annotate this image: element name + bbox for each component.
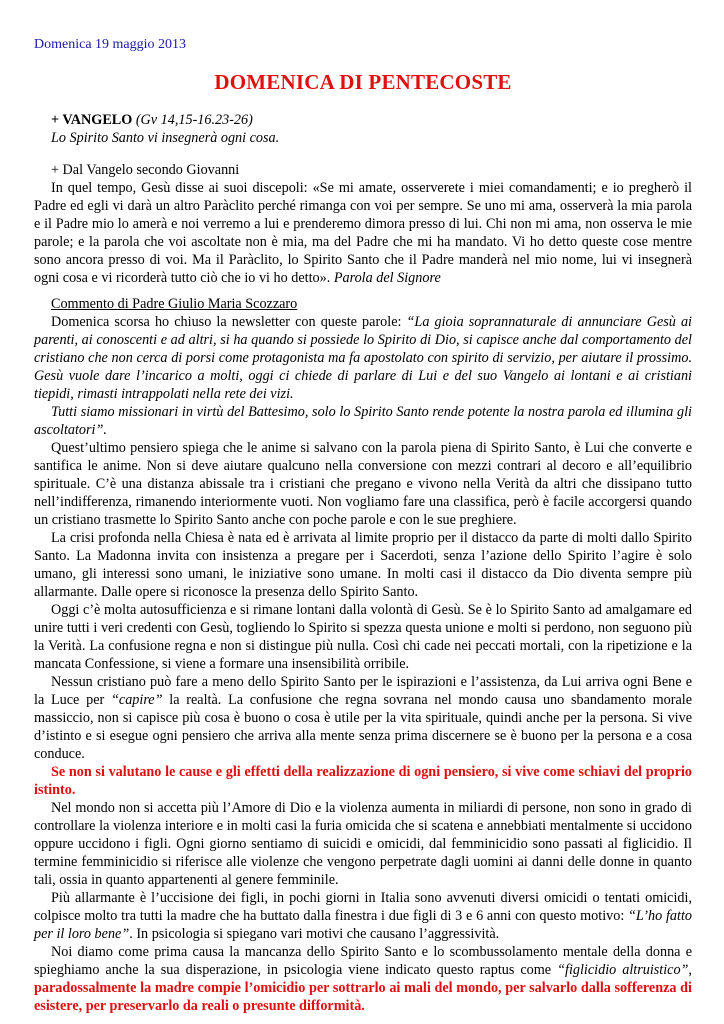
commentary-paragraph-9: [34, 889, 692, 943]
commentary-paragraph-4: La crisi profonda nella Chiesa è nata ed è arrivata al limite proprio per il distacco da parte di molti dallo Spirito Santo. La Madonna invita con insistenza a pregare per i Sacerdoti, senza l’azione dello Spirito l’agire è solo umano, gli interessi sono umani, le iniziative sono umane. In molti casi il distacco da Dio diventa sempre più allarmante. Dalle opere si riconosce la presenza dello Spirito Santo.: [34, 530, 692, 600]
commentary-paragraph-7-highlight: Se non si valutano le cause e gli effetti della realizzazione di ogni pensiero, si vive come schiavi del proprio istinto.: [34, 764, 692, 798]
gospel-header: [34, 111, 692, 147]
commentary-paragraph-1: [34, 313, 692, 403]
commentary-p10-text-a: Noi diamo come prima causa la mancanza dello Spirito Santo e lo scombussolamento mentale della donna e spieghiamo anche la sua disperazione, in psicologia viene indicato questo raptus come: [34, 944, 692, 978]
gospel-subtitle: Lo Spirito Santo vi insegnerà ogni cosa.: [51, 130, 280, 146]
commentary-p6-quote: “capire”: [111, 692, 163, 708]
commentary-p1-text: Domenica scorsa ho chiuso la newsletter con queste parole:: [51, 314, 407, 330]
commentary-p10-text-b: ,: [688, 962, 692, 978]
gospel-reading: [34, 161, 692, 287]
gospel-closing: Parola del Signore: [333, 270, 441, 286]
commentary: [34, 295, 692, 1015]
commentary-paragraph-5: Oggi c’è molta autosufficienza e si rimane lontani dalla volontà di Gesù. Se è lo Spirito Santo ad amalgamare ed unire tutti i veri credenti con Gesù, togliendo lo Spirito si spezza questa unione e molti si perdono, non seguono più la Verità. La confusione regna e non si distingue più nulla. Così chi cade nei peccati mortali, con la ripetizione e la mancata Confessione, si viene a formare una insensibilità orribile.: [34, 602, 692, 672]
gospel-reference: (Gv 14,15-16.23-26): [132, 112, 253, 128]
commentary-heading: Commento di Padre Giulio Maria Scozzaro: [51, 296, 298, 312]
commentary-p9-quote: “L’ho fatto per il loro bene”: [34, 908, 692, 942]
commentary-paragraph-3: Quest’ultimo pensiero spiega che le anime si salvano con la parola piena di Spirito Santo, è Lui che converte e santifica le anime. Non si deve aiutare qualcuno nella conversione con mezzi contrari al decoro e all’equilibrio spirituale. C’è una distanza abissale tra i cristiani che pregano e vivono nella Verità da altri che dissipano tutto nell’indifferenza, rimanendo interiormente vuoti. Non vogliamo fare una classifica, però è facile accorgersi quando un cristiano trasmette lo Spirito Santo anche con poche parole e con le sue preghiere.: [34, 440, 692, 528]
commentary-p6-text-b: la realtà. La confusione che regna sovrana nel mondo causa uno sbandamento morale massiccio, non si capisce più cosa è buono o cosa è utile per la vita spirituale, quindi anche per la persona. Si vive d’istinto e si esegue ogni pensiero che arriva alla mente senza prima discernere se è buono per la persona e a cosa conduce.: [34, 692, 692, 762]
gospel-label: + VANGELO: [51, 112, 133, 128]
commentary-p9-text-a: Più allarmante è l’uccisione dei figli, in pochi giorni in Italia sono avvenuti diversi omicidi o tentati omicidi, colpisce molto tra tutti la madre che ha buttato dalla finestra i due figli di 3 e 6 anni con questo motivo:: [34, 890, 692, 924]
commentary-paragraph-6: [34, 673, 692, 763]
commentary-p1-quote: “La gioia soprannaturale di annunciare Gesù ai parenti, ai conoscenti e ad altri, si ha quando si possiede lo Spirito di Dio, si capisce anche dal comportamento del cristiano che non cerca di porsi come protagonista ma fa apostolato con spirito di servizio, per aiutare il prossimo. Gesù vuole dare l’incarico a molti, oggi ci chiede di parlare di Lui e del suo Vangelo ai lontani e ai cristiani tiepidi, rimasti intrappolati nella rete dei vizi.: [34, 314, 692, 402]
gospel-text: [34, 179, 692, 287]
document-date: Domenica 19 maggio 2013: [34, 37, 187, 52]
commentary-p10-highlight: paradossalmente la madre compie l’omicidio per sottrarlo ai mali del mondo, per salvarlo dalla sofferenza di esistere, per preservarlo da reali o presunte difformità.: [34, 980, 692, 1014]
commentary-p10-quote: “figlicidio altruistico”: [557, 962, 689, 978]
commentary-paragraph-10: [34, 943, 692, 1015]
page-title: DOMENICA DI PENTECOSTE: [214, 70, 512, 94]
gospel-body: In quel tempo, Gesù disse ai suoi discepoli: «Se mi amate, osserverete i miei comandamenti; e io pregherò il Padre ed egli vi darà un altro Paràclito perché rimanga con voi per sempre. Se uno mi ama, osserverà la mia parola e il Padre mio lo amerà e noi verremo a lui e prenderemo dimora presso di lui. Chi non mi ama, non osserva le mie parole; e la parola che voi ascoltate non è mia, ma del Padre che mi ha mandato. Vi ho detto queste cose mentre sono ancora presso di voi. Ma il Paràclito, lo Spirito Santo che il Padre manderà nel mio nome, lui vi insegnerà ogni cosa e vi ricorderà tutto ciò che io vi ho detto».: [34, 180, 692, 286]
commentary-paragraph-8: Nel mondo non si accetta più l’Amore di Dio e la violenza aumenta in miliardi di persone, non sono in grado di controllare la violenza interiore e in molti casi la furia omicida che si scatena e annebbiati mentalmente si uccidono oppure uccidono i figli. Ogni giorno sentiamo di suicidi e omicidi, dal femminicidio sono passati al figlicidio. Il termine femminicidio si riferisce alle violenze che vengono perpetrate dagli uomini ai danni delle donne in quanto tali, ossia in quanto appartenenti al genere femminile.: [34, 800, 692, 888]
commentary-p6-text-a: Nessun cristiano può fare a meno dello Spirito Santo per le ispirazioni e l’assistenza, da Lui arriva ogni Bene e la Luce per: [34, 674, 692, 708]
commentary-paragraph-2: Tutti siamo missionari in virtù del Battesimo, solo lo Spirito Santo rende potente la nostra parola ed illumina gli ascoltatori”.: [34, 404, 692, 438]
commentary-p9-text-b: . In psicologia si spiegano vari motivi che causano l’aggressività.: [129, 926, 500, 942]
gospel-label-line: [34, 111, 692, 129]
gospel-source: + Dal Vangelo secondo Giovanni: [51, 162, 240, 178]
